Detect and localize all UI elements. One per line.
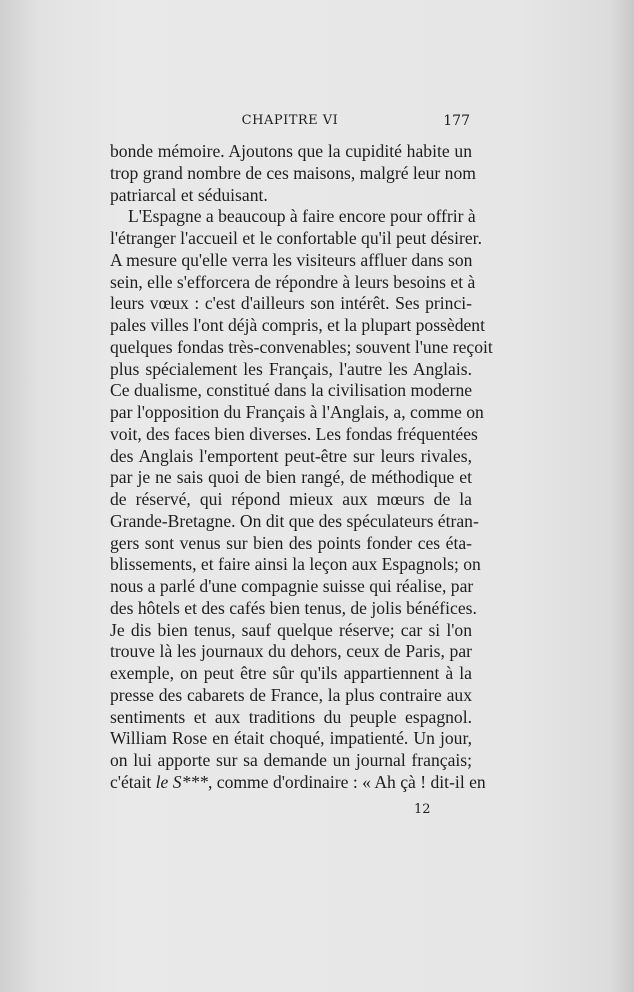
text-line: blissements, et faire ainsi la leçon aux Espagnols; on [110,554,481,575]
text-line: sein, elle s'efforcera de répondre à leurs besoins et à [110,271,476,292]
text-line: presse des cabarets de France, la plus contraire aux [110,684,472,705]
text-line: on lui apporte sur sa demande un journal français; [110,750,472,770]
text-line: trop grand nombre de ces maisons, malgré leur nom [110,162,476,183]
text-line: l'étranger l'accueil et le confortable qu'il peut désirer. [110,228,482,248]
text-line: plus spécialement les Français, l'autre les Anglais. [110,358,472,379]
text-line [110,771,486,794]
text-line: bonde mémoire. Ajoutons que la cupidité habite un [110,141,472,161]
text-line: gers sont venus sur bien des points fonder ces éta- [110,532,472,553]
text-line: nous a parlé d'une compagnie suisse qui réalise, par [110,576,474,596]
body-text [110,141,493,794]
running-header [110,113,470,133]
text-line: sentiments et aux traditions du peuple espagnol. [110,706,472,727]
text-line: voit, des faces bien diverses. Les fondas fréquentées [110,423,478,444]
text-line: de réservé, qui répond mieux aux mœurs de la [110,489,472,509]
text-line: quelques fondas très-convenables; souvent l'une reçoit [110,336,493,357]
text-line: Grande-Bretagne. On dit que des spéculateurs étran- [110,510,479,531]
page-number: 177 [443,113,470,129]
text-fragment: le S*** [155,771,208,792]
text-line: Ce dualisme, constitué dans la civilisation moderne [110,380,473,401]
text-fragment: c'était [110,771,156,792]
text-line: des Anglais l'emportent peut-être sur leurs rivales, [110,445,472,466]
text-line: patriarcal et séduisant. [110,184,268,205]
text-line: par je ne sais quoi de bien rangé, de méthodique et [110,467,472,488]
text-line: des hôtels et des cafés bien tenus, de jolis bénéfices. [110,597,477,618]
text-line: L'Espagne a beaucoup à faire encore pour offrir à [128,206,476,227]
text-line: A mesure qu'elle verra les visiteurs affluer dans son [110,249,473,270]
text-line: leurs vœux : c'est d'ailleurs son intérêt. Ses princi- [110,293,472,314]
text-fragment: , comme d'ordinaire : « Ah çà ! dit-il en [207,771,486,792]
text-line: Je dis bien tenus, sauf quelque réserve; car si l'on [110,619,472,640]
text-line: exemple, on peut être sûr qu'ils appartiennent à la [110,663,472,683]
text-line: par l'opposition du Français à l'Anglais, a, comme on [110,402,484,422]
text-line: William Rose en était choqué, impatienté. Un jour, [110,728,472,749]
chapter-title: CHAPITRE VI [241,113,339,128]
text-line: pales villes l'ont déjà compris, et la plupart possèdent [110,315,485,335]
text-line: trouve là les journaux du dehors, ceux de Paris, par [110,641,472,662]
signature-mark: 12 [414,802,431,817]
